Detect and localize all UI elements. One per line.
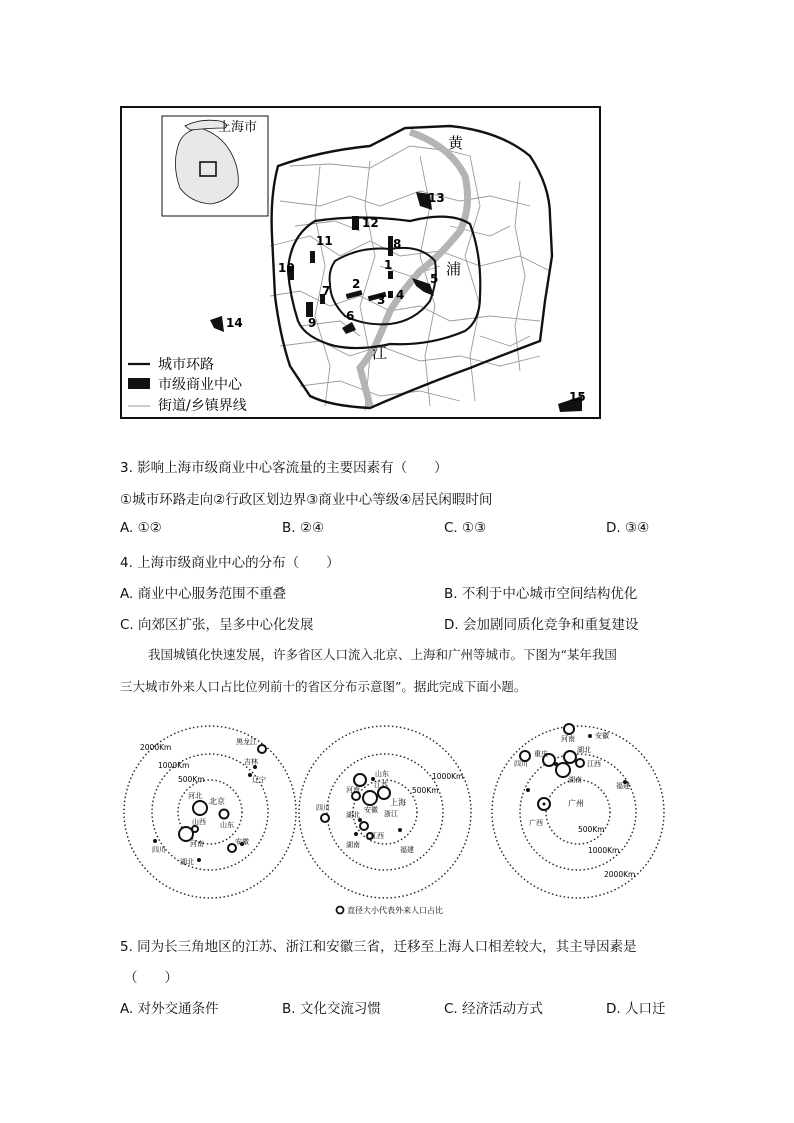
q3-factors: ①城市环路走向②行政区划边界③商业中心等级④居民闲暇时间 [120, 492, 493, 508]
svg-text:河北: 河北 [188, 792, 202, 800]
svg-text:6: 6 [346, 309, 355, 323]
q4-option-a[interactable]: A. 商业中心服务范围不重叠 [120, 586, 287, 602]
river-label-pu: 浦 [446, 260, 462, 278]
svg-text:12: 12 [362, 216, 379, 230]
svg-text:8: 8 [393, 237, 402, 251]
svg-text:湖北: 湖北 [577, 746, 591, 754]
inset-label: 上海市 [218, 120, 258, 135]
svg-text:浙江: 浙江 [384, 810, 398, 818]
svg-text:3: 3 [377, 293, 386, 307]
river-label-jiang: 江 [372, 344, 388, 362]
svg-text:江西: 江西 [587, 760, 601, 768]
svg-text:2000Km: 2000Km [604, 870, 636, 879]
svg-text:9: 9 [308, 316, 317, 330]
svg-text:湖北: 湖北 [180, 858, 194, 866]
svg-text:四川: 四川 [152, 846, 166, 854]
svg-text:1000Km: 1000Km [588, 846, 620, 855]
city-label-shanghai: 上海 [390, 798, 406, 807]
legend-boundary: 街道/乡镇界线 [158, 398, 247, 414]
svg-text:5: 5 [430, 272, 439, 286]
q3-option-b[interactable]: B. ②④ [282, 520, 325, 536]
q5-option-d[interactable]: D. 人口迁 [606, 1001, 666, 1017]
svg-text:福建: 福建 [616, 782, 630, 790]
svg-text:吉林: 吉林 [244, 758, 258, 766]
svg-text:湖南: 湖南 [568, 776, 582, 784]
svg-text:500Km: 500Km [578, 825, 605, 834]
svg-text:山西: 山西 [192, 818, 206, 826]
migration-figure [120, 712, 675, 922]
svg-text:7: 7 [322, 284, 331, 298]
q4-option-d[interactable]: D. 会加剧同质化竞争和重复建设 [444, 617, 639, 633]
q4-option-b[interactable]: B. 不利于中心城市空间结构优化 [444, 586, 638, 602]
svg-text:山东: 山东 [375, 770, 389, 778]
svg-text:15: 15 [569, 390, 586, 404]
caption-circle-icon [337, 907, 344, 914]
svg-text:1: 1 [384, 258, 393, 272]
svg-text:11: 11 [316, 234, 333, 248]
q3-option-c[interactable]: C. ①③ [444, 520, 487, 536]
svg-text:安徽: 安徽 [235, 838, 249, 846]
svg-text:重庆: 重庆 [534, 750, 548, 758]
q4-stem: 4. 上海市级商业中心的分布（ ） [120, 555, 340, 571]
q3-stem: 3. 影响上海市级商业中心客流量的主要因素有（ ） [120, 460, 448, 476]
city-label-beijing: 北京 [209, 797, 225, 806]
svg-text:湖北: 湖北 [346, 811, 360, 819]
q5-stem: 5. 同为长三角地区的江苏、浙江和安徽三省，迁移至上海人口相差较大，其主导因素是 [120, 939, 637, 955]
svg-text:10: 10 [278, 261, 295, 275]
svg-text:1000Km: 1000Km [432, 772, 464, 781]
q3-option-a[interactable]: A. ①② [120, 520, 162, 536]
svg-text:13: 13 [428, 191, 445, 205]
q5-option-a[interactable]: A. 对外交通条件 [120, 1001, 219, 1017]
svg-text:4: 4 [396, 288, 405, 302]
svg-text:湖南: 湖南 [346, 841, 360, 849]
svg-text:四川: 四川 [514, 760, 528, 768]
q3-option-d[interactable]: D. ③④ [606, 520, 650, 536]
svg-text:黑龙江: 黑龙江 [236, 738, 257, 746]
city-label-guangzhou: 广州 [568, 799, 584, 808]
svg-text:1000Km: 1000Km [158, 761, 190, 770]
intro-line-1: 我国城镇化快速发展，许多省区人口流入北京、上海和广州等城市。下图为“某年我国 [148, 647, 617, 662]
svg-text:河南: 河南 [190, 840, 204, 848]
q5-paren: （ ） [124, 970, 178, 986]
q5-option-c[interactable]: C. 经济活动方式 [444, 1001, 544, 1017]
legend-ring-road: 城市环路 [158, 357, 214, 373]
river-label-huang: 黄 [448, 134, 464, 152]
svg-text:500Km: 500Km [178, 775, 205, 784]
q5-option-b[interactable]: B. 文化交流习惯 [282, 1001, 381, 1017]
svg-text:14: 14 [226, 316, 243, 330]
svg-text:四川: 四川 [316, 804, 330, 812]
svg-text:500Km: 500Km [412, 786, 439, 795]
svg-text:福建: 福建 [400, 846, 414, 854]
svg-text:2000Km: 2000Km [140, 743, 172, 752]
shanghai-commercial-map [120, 106, 601, 419]
svg-text:河南: 河南 [561, 735, 575, 743]
legend-commercial-center: 市级商业中心 [158, 377, 242, 393]
intro-line-2: 三大城市外来人口占比位列前十的省区分布示意图”。据此完成下面小题。 [120, 679, 527, 694]
svg-text:辽宁: 辽宁 [252, 776, 266, 784]
svg-text:广西: 广西 [529, 819, 543, 827]
svg-text:2: 2 [352, 277, 361, 291]
svg-text:江西: 江西 [370, 832, 384, 840]
guangzhou-province-labels [514, 731, 630, 827]
svg-text:安徽: 安徽 [364, 806, 378, 814]
figure-caption: 直径大小代表外来人口占比 [347, 906, 443, 915]
svg-text:安徽: 安徽 [595, 732, 609, 740]
svg-text:山东: 山东 [220, 821, 234, 829]
svg-text:河南: 河南 [346, 786, 360, 794]
svg-text:江苏: 江苏 [374, 781, 388, 789]
q4-option-c[interactable]: C. 向郊区扩张，呈多中心化发展 [120, 617, 314, 633]
